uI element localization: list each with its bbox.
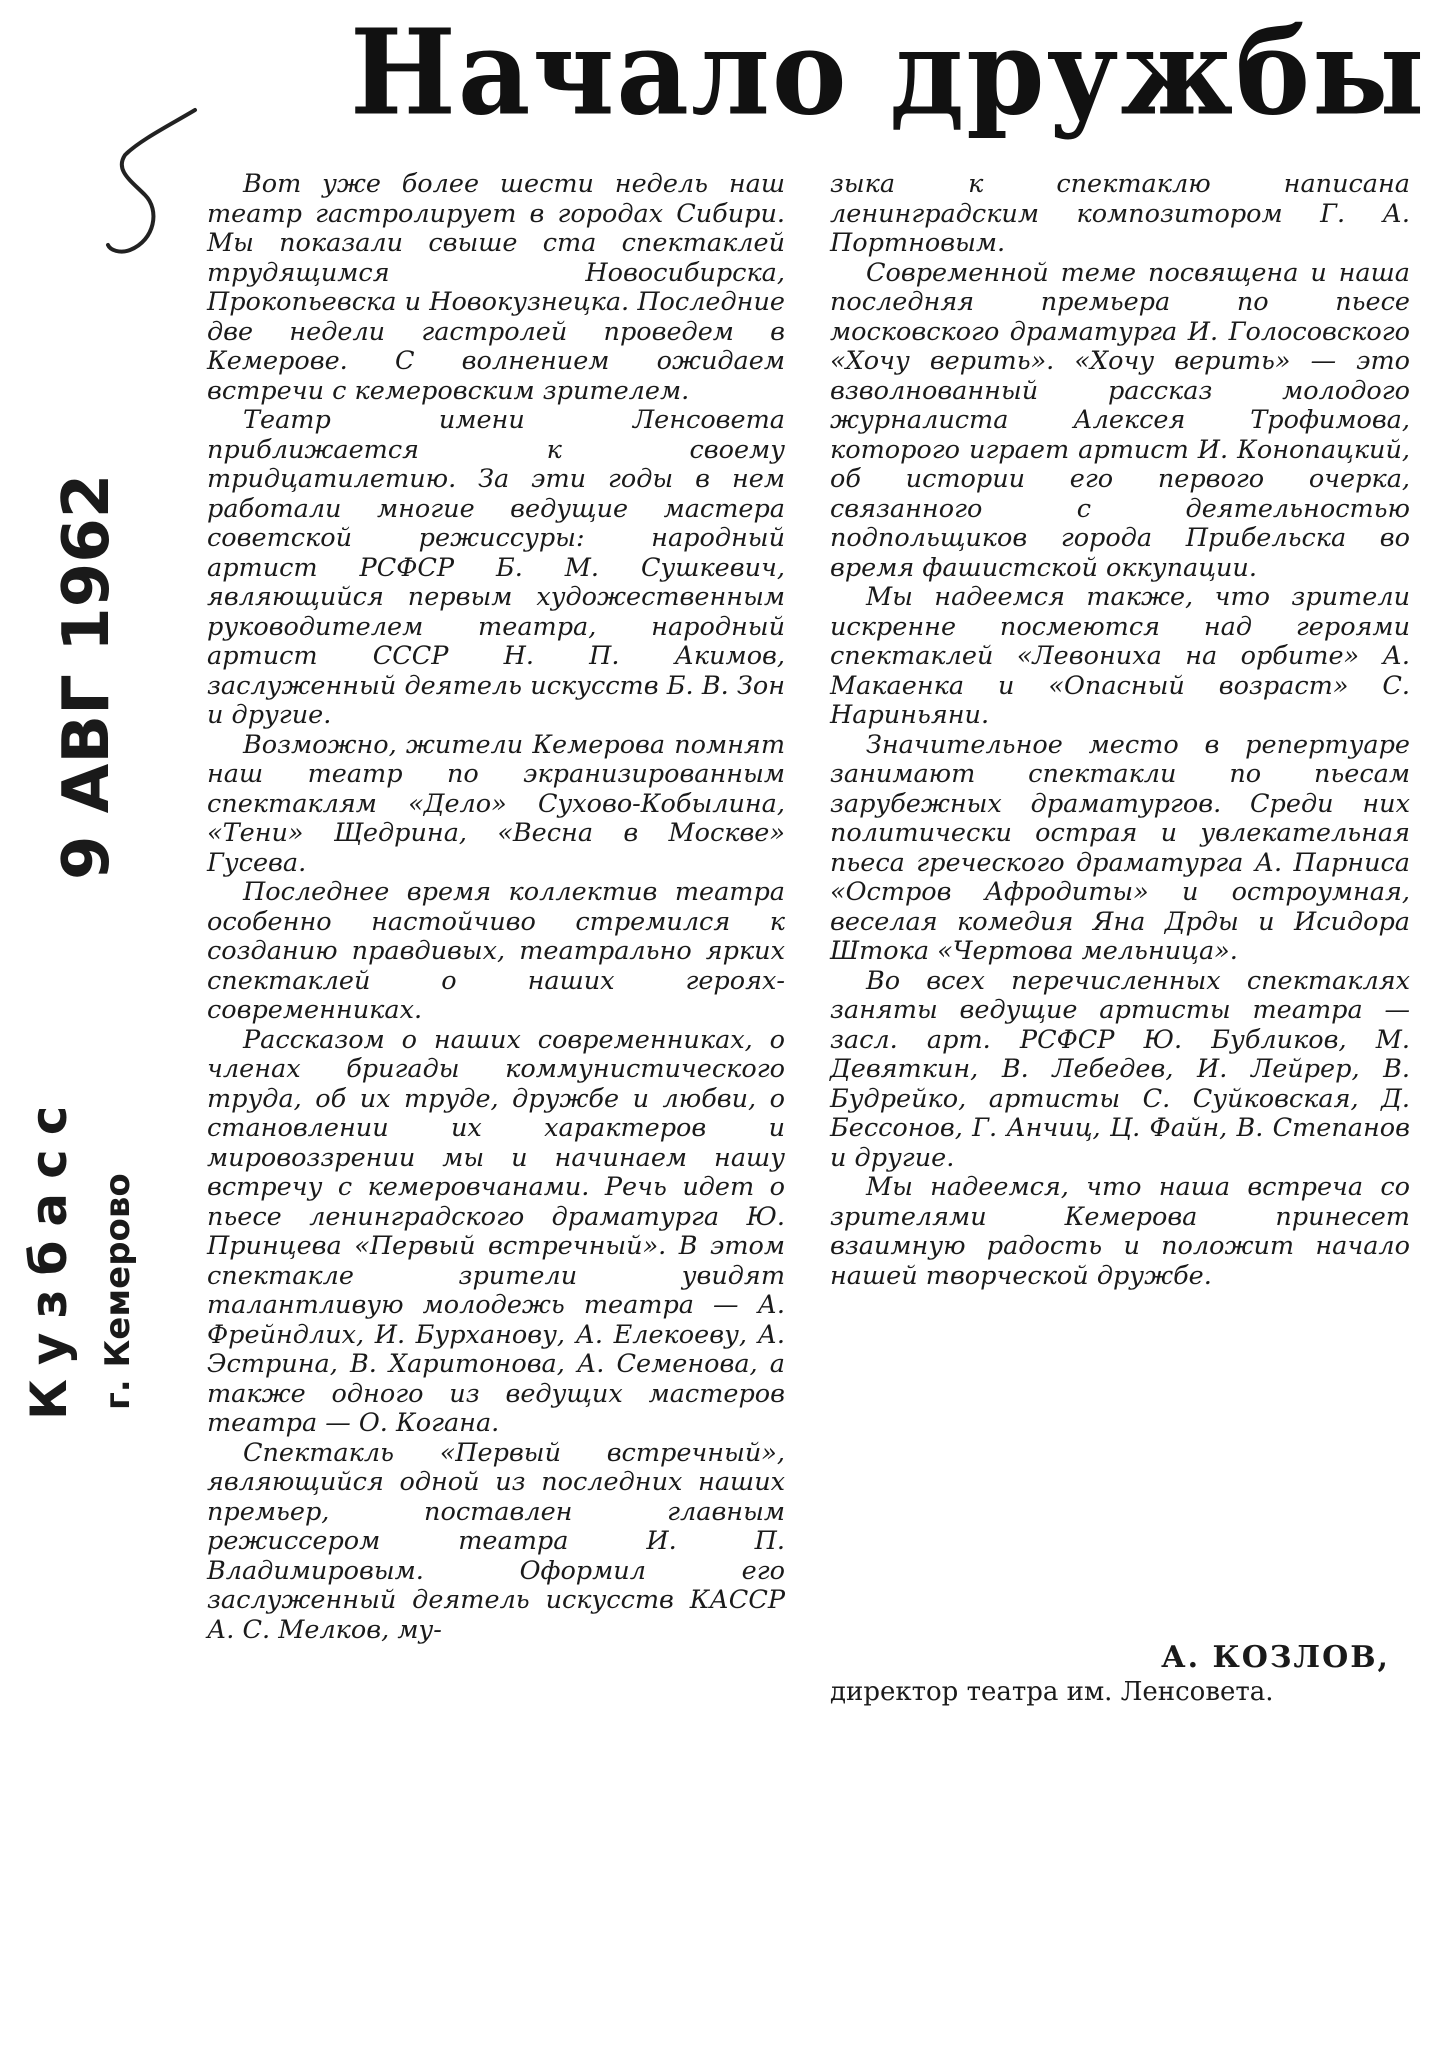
newspaper-name: Кузбасс [20, 1091, 78, 1420]
article-signature [830, 1640, 1410, 1707]
paragraph: Во всех перечисленных спектаклях заняты ведущие артисты театра — засл. арт. РСФСР Ю. Бубликов, М. Девяткин, В. Лебедев, И. Лейрер, В. Будрейко, артисты С. Суйковская, Д. Бессонов, Г. Анчиц, Ц. Файн, В. Степанов и другие. [830, 965, 1410, 1173]
handwritten-mark [100, 100, 210, 260]
clipping-stamp [20, 460, 180, 1420]
article-headline: Начало дружбы [350, 4, 1427, 142]
paragraph: Мы надеемся также, что зрители искренне посмеются над героями спектаклей «Левониха на орбите» А. Макаенка и «Опасный возраст» С. Нариньяни. [830, 582, 1410, 730]
paragraph: Значительное место в репертуаре занимают спектакли по пьесам зарубежных драматургов. Среди них политически острая и увлекательная пьеса греческого драматурга А. Парниса «Остров Афродиты» и остроумная, веселая комедия Яна Дрды и Исидора Штока «Чертова мельница». [830, 729, 1410, 966]
paragraph: Вот уже более шести недель наш театр гастролирует в городах Сибири. Мы показали свыше ста спектаклей трудящимся Новосибирска, Прокопьевска и Новокузнецка. Последние две недели гастролей проведем в Кемерове. С волнением ожидаем встречи с кемеровским зрителем. [207, 169, 785, 406]
author-role: директор театра им. Ленсовета. [830, 1677, 1274, 1707]
paragraph: Мы надеемся, что наша встреча со зрителями Кемерова принесет взаимную радость и положит начало нашей творческой дружбе. [830, 1172, 1410, 1291]
author-name: А. КОЗЛОВ, [1161, 1640, 1390, 1675]
paragraph: Последнее время коллектив театра особенно настойчиво стремился к созданию правдивых, театрально ярких спектаклей о наших героях-современниках. [207, 877, 785, 1025]
paragraph: Театр имени Ленсовета приближается к своему тридцатилетию. За эти годы в нем работали многие ведущие мастера советской режиссуры: народный артист РСФСР Б. М. Сушкевич, являющийся первым художественным руководителем театра, народный артист СССР Н. П. Акимов, заслуженный деятель искусств Б. В. Зон и другие. [207, 405, 785, 730]
publication-date: 9 АВГ 1962 [50, 473, 124, 880]
article-column-1 [207, 170, 785, 1645]
paragraph: Рассказом о наших современниках, о членах бригады коммунистического труда, об их труде, дружбе и любви, о становлении их характеров и мировоззрении мы и начинаем нашу встречу с кемеровчанами. Речь идет о пьесе ленинградского драматурга Ю. Принцева «Первый встречный». В этом спектакле зрители увидят талантливую молодежь театра — А. Фрейндлих, И. Бурханову, А. Елекоеву, А. Эстрина, В. Харитонова, А. Семенова, а также одного из ведущих мастеров театра — О. Когана. [207, 1024, 785, 1438]
paragraph: Спектакль «Первый встречный», являющийся одной из последних наших премьер, поставлен главным режиссером театра И. П. Владимировым. Оформил его заслуженный деятель искусств КАССР А. С. Мелков, му- [207, 1437, 785, 1645]
paragraph: зыка к спектаклю написана ленинградским композитором Г. А. Портновым. [830, 169, 1410, 258]
city-name: г. Кемерово [98, 1173, 138, 1410]
paragraph: Возможно, жители Кемерова помнят наш театр по экранизированным спектаклям «Дело» Сухово-Кобылина, «Тени» Щедрина, «Весна в Москве» Гусева. [207, 729, 785, 878]
paragraph: Современной теме посвящена и наша последняя премьера по пьесе московского драматурга И. Голосовского «Хочу верить». «Хочу верить» — это взволнованный рассказ молодого журналиста Алексея Трофимова, которого играет артист И. Конопацкий, об истории его первого очерка, связанного с деятельностью подпольщиков города Прибельска во время фашистской оккупации. [830, 257, 1410, 583]
article-column-2 [830, 170, 1410, 1291]
